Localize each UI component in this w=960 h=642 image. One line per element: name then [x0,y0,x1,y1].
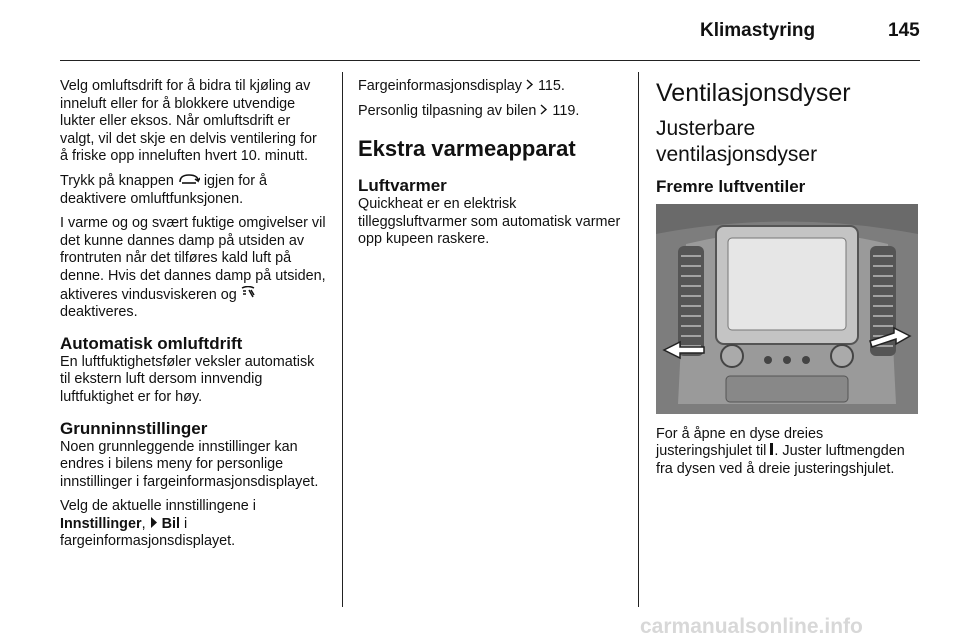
column-separator-1 [342,72,343,607]
heading-auto-recirculation: Automatisk omluftdrift [60,333,243,353]
heading-air-heater: Luftvarmer [358,176,447,196]
paragraph-recirculation: Velg omluftsdrift for å bidra til kjøling av inneluft eller for å blokkere utvendige lukter eller eksos. Når omluftsdrift er valgt, vil det skje en delvis ventilering for å friske opp inneluften hvert 10. minutt. [60,78,317,165]
text-span: Velg de aktuelle innstillingene i [60,498,257,515]
menu-item-vehicle: Bil [161,515,180,532]
column-separator-2 [638,72,639,607]
text-span: 115. [537,78,565,94]
text-span: . Juster luftmengden fra dysen ved å dreie justeringshjulet. [656,443,905,477]
heading-basic-settings: Grunninnstillinger [60,418,208,438]
column-3 [656,78,922,485]
reference-arrow-icon [540,103,548,121]
paragraph-humidity [60,215,326,322]
heading-extra-heater: Ekstra varmeapparat [358,136,576,162]
heading-vents: Ventilasjonsdyser [656,79,851,107]
page-number: 145 [888,20,920,41]
heading-adjustable-vents: Justerbare ventilasjonsdyser [656,117,818,166]
reference-display [358,78,624,96]
paragraph-select-settings [60,498,326,551]
text-span: deaktiveres. [60,304,138,321]
paragraph-air-heater: Quickheat er en elektrisk tilleggsluftvarmer som automatisk varmer opp kupeen raskere. [358,196,621,248]
text-span: Trykk på knappen [60,172,174,189]
dashboard-vents-photo [656,204,918,414]
text-span: Fargeinformasjonsdisplay [358,78,522,94]
reference-personalisation [358,103,624,121]
heading-front-vents: Fremre luftventiler [656,177,806,196]
column-2 [358,78,624,256]
text-span: 119. [552,102,580,119]
text-span: For å åpne en dyse dreies justeringshjulet til [656,425,824,460]
text-span: , [141,515,146,532]
paragraph-basic-settings: Noen grunnleggende innstillinger kan endres i bilens meny for personlige innstillinger i fargeinformasjonsdisplayet. [60,438,319,490]
recirculation-icon [178,173,200,191]
header-rule [60,60,920,61]
text-span: Personlig tilpasning av bilen [358,102,537,119]
caption-vents [656,426,922,479]
header-title: Klimastyring [700,20,816,41]
text-span: igjen for å deaktivere omluftfunksjonen. [60,172,268,207]
reference-arrow-icon [526,78,534,96]
paragraph-button [60,173,326,208]
watermark: carmanualsonline.info [640,615,863,638]
text-span: i fargeinformasjonsdisplayet. [60,515,236,550]
text-span: I varme og og svært fuktige omgivelser vil det kunne dannes damp på utsiden av frontruten når det tilføres kald luft på denne. Hvis det dannes damp på utsiden, aktiveres vindusviskeren og [60,215,326,303]
windscreen-wiper-icon [241,286,255,305]
menu-item-settings: Innstillinger [60,515,142,532]
column-1 [60,78,326,558]
menu-arrow-icon [150,516,158,534]
paragraph-auto-recirculation: En luftfuktighetsføler veksler automatisk til ekstern luft dersom innvendig luftfuktighet er for høy. [60,353,315,405]
